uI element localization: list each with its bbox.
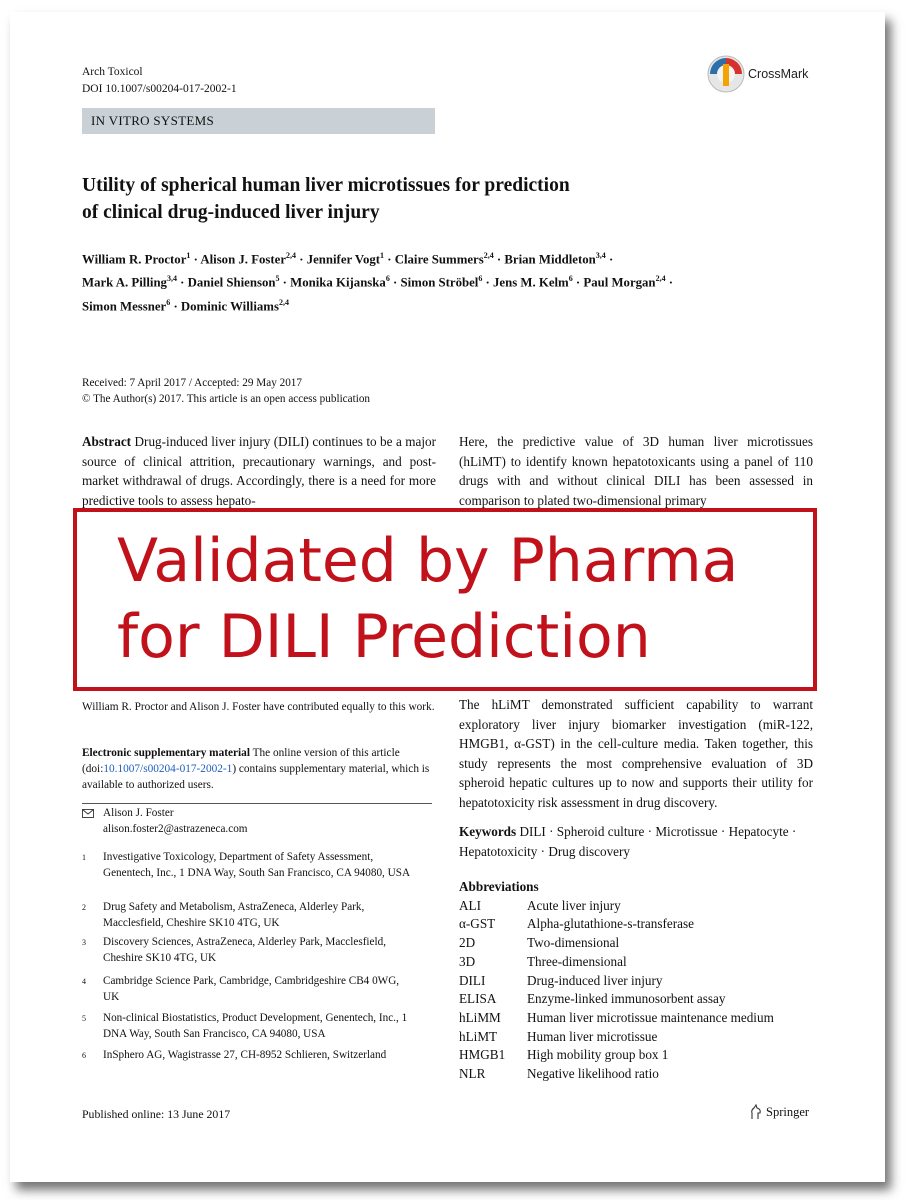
author-name[interactable]: Monika Kijanska — [290, 275, 386, 290]
affiliation-item — [82, 974, 412, 1005]
overlay-line-2: for DILI Prediction — [117, 602, 651, 672]
supplementary-label: Electronic supplementary material — [82, 747, 250, 759]
author-affiliation: 2,4 — [286, 251, 297, 260]
abstract-left-text: Drug-induced liver injury (DILI) continues to be a major source of clinical attrition, precautionary warnings, and post-market withdrawal of drugs. Accordingly, there is a need for more predictive tools to assess hepato- — [82, 434, 436, 508]
abbreviation-term: ALI — [459, 897, 481, 913]
abstract-left — [82, 432, 436, 510]
abbreviation-row — [459, 897, 774, 916]
abstract-right-top: Here, the predictive value of 3D human liver microtissues (hLiMT) to identify known hepatotoxicants using a panel of 110 drugs with and without clinical DILI has been assessed in comparison to plated two-dimensional primary — [459, 434, 813, 508]
abbreviation-row — [459, 1028, 774, 1047]
affiliation-number: 5 — [82, 1014, 86, 1023]
authors-line-1: William R. Proctor$^1$ · Alison J. Foster$^{2,4}$ · Jennifer Vogt$^1$ · Claire Summers$^{2,4}$ · Brian Middleton$^{3,4}$ · — [82, 251, 614, 267]
crossmark-badge[interactable] — [706, 54, 808, 94]
abbreviation-row — [459, 990, 774, 1009]
author-affiliation: 6 — [385, 274, 390, 284]
affiliation-text: Non-clinical Biostatistics, Product Development, Genentech, Inc., 1 DNA Way, South San Francisco, CA 94080, USA — [103, 1012, 408, 1040]
author-name[interactable]: Jens M. Kelm — [493, 275, 569, 290]
correspondence-name: Alison J. Foster — [103, 807, 174, 819]
author-affiliation: 3,4 — [595, 251, 606, 260]
published-online: Published online: 13 June 2017 — [82, 1107, 231, 1121]
author-affiliation: 2,4 — [483, 251, 494, 260]
abbreviation-definition: Drug-induced liver injury — [527, 972, 663, 988]
affiliation-text: Drug Safety and Metabolism, AstraZeneca, Alderley Park, Macclesfield, Cheshire SK10 4TG, UK — [103, 901, 365, 929]
author-affiliation: 2,4 — [655, 274, 666, 284]
supplementary-doi-link[interactable]: 10.1007/s00204-017-2002-1 — [103, 763, 233, 775]
affiliation-number: 4 — [82, 977, 86, 986]
author-affiliation: 6 — [568, 274, 573, 284]
springer-horse-icon — [749, 1104, 763, 1120]
abstract-right-bottom: The hLiMT demonstrated sufficient capability to warrant exploratory liver injury biomarker investigation (miR-122, HMGB1, α-GST) in the cell-culture media. Taken together, this study represents the most comprehensive evaluation of 3D spheroid hepatic cultures up to now and supports their utility for hepatotoxicity risk assessment in drug discovery. — [459, 697, 813, 810]
affiliation-item — [82, 900, 412, 931]
abbreviation-row — [459, 915, 774, 934]
author-name[interactable]: Brian Middleton — [504, 252, 596, 267]
author-affiliation: 3,4 — [166, 274, 177, 284]
keywords — [459, 822, 813, 861]
abbreviation-term: hLiMM — [459, 1009, 501, 1025]
abbreviation-row — [459, 1046, 774, 1065]
author-name[interactable]: Alison J. Foster — [200, 252, 287, 267]
journal-info — [82, 64, 237, 98]
author-name[interactable]: Claire Summers — [394, 252, 484, 267]
author-name[interactable]: Jennifer Vogt — [306, 252, 381, 267]
abbreviation-term: NLR — [459, 1066, 486, 1082]
highlight-overlay-box — [73, 508, 817, 691]
abbreviation-definition: Enzyme-linked immunosorbent assay — [527, 991, 726, 1007]
affiliation-number: 1 — [82, 853, 86, 862]
springer-logo — [749, 1104, 809, 1120]
author-name[interactable]: Dominic Williams — [180, 298, 279, 313]
abbreviation-definition: Three-dimensional — [527, 953, 627, 969]
abbreviation-definition: Alpha-glutathione-s-transferase — [527, 916, 694, 932]
author-name[interactable]: Paul Morgan — [583, 275, 656, 290]
author-affiliation: 1 — [380, 251, 385, 260]
affiliation-item — [82, 935, 412, 966]
keywords-label: Keywords — [459, 824, 517, 839]
affiliation-text: Discovery Sciences, AstraZeneca, Alderley Park, Macclesfield, Cheshire SK10 4TG, UK — [103, 936, 386, 964]
publisher-name: Springer — [766, 1104, 810, 1119]
affiliation-text: Cambridge Science Park, Cambridge, Cambridgeshire CB4 0WG, UK — [103, 975, 400, 1003]
title-line-2: of clinical drug-induced liver injury — [82, 202, 380, 223]
abbreviation-term: ELISA — [459, 991, 497, 1007]
abbreviations-heading: Abbreviations — [459, 879, 539, 894]
abbreviation-definition: Two-dimensional — [527, 935, 620, 951]
title-line-1: Utility of spherical human liver microtissues for prediction — [82, 175, 570, 196]
affiliation-item — [82, 850, 412, 881]
abbreviation-term: α-GST — [459, 916, 496, 932]
author-affiliation: 5 — [275, 274, 280, 284]
journal-name: Arch Toxicol — [82, 66, 143, 78]
received-accepted: Received: 7 April 2017 / Accepted: 29 May 2017 — [82, 377, 302, 389]
affiliation-number: 6 — [82, 1051, 86, 1060]
article-title — [82, 172, 782, 226]
author-affiliation: 6 — [478, 274, 483, 284]
equal-contribution-note: William R. Proctor and Alison J. Foster have contributed equally to this work. — [82, 701, 435, 713]
envelope-icon — [82, 809, 94, 818]
abbreviation-term: 2D — [459, 935, 476, 951]
supplementary-note — [82, 745, 436, 793]
journal-doi: DOI 10.1007/s00204-017-2002-1 — [82, 83, 237, 95]
crossmark-label: CrossMark — [748, 67, 809, 81]
authors-line-2: Mark A. Pilling$^{3,4}$ · Daniel Shienson$^5$ · Monika Kijanska$^6$ · Simon Ströbel$^6$ · Jens M. Kelm$^6$ · Paul Morgan$^{2,4}$ · — [82, 274, 674, 290]
author-name[interactable]: William R. Proctor — [82, 252, 187, 267]
abbreviation-row — [459, 1065, 774, 1084]
affiliation-number: 2 — [82, 903, 86, 912]
abbreviation-row — [459, 972, 774, 991]
abbreviation-definition: Acute liver injury — [527, 897, 621, 913]
copyright: © The Author(s) 2017. This article is an open access publication — [82, 393, 371, 405]
keywords-text: DILI · Spheroid culture · Microtissue · Hepatocyte · Hepatotoxicity · Drug discovery — [459, 824, 797, 859]
abbreviation-definition: High mobility group box 1 — [527, 1047, 669, 1063]
overlay-line-1: Validated by Pharma — [117, 526, 739, 596]
authors-line-3: Simon Messner$^6$ · Dominic Williams$^{2,4}$ — [82, 297, 289, 313]
section-tag: IN VITRO SYSTEMS — [82, 108, 435, 134]
article-history — [82, 375, 370, 407]
author-name[interactable]: Daniel Shienson — [187, 275, 276, 290]
supplementary-text-end: ) contains supplementary material, which is available to authorized users. — [82, 763, 430, 791]
author-name[interactable]: Mark A. Pilling — [82, 275, 167, 290]
abbreviations-table — [459, 897, 774, 1084]
abbreviation-definition: Human liver microtissue maintenance medium — [527, 1009, 774, 1025]
affiliation-number: 3 — [82, 938, 86, 947]
abbreviation-row — [459, 1009, 774, 1028]
abstract-label: Abstract — [82, 434, 132, 449]
supplementary-text: The online version of this article (doi: — [82, 747, 400, 775]
author-affiliation: 6 — [166, 297, 171, 307]
crossmark-logo-icon — [706, 54, 746, 94]
abbreviation-row — [459, 934, 774, 953]
abbreviation-term: DILI — [459, 972, 486, 988]
affiliation-text: InSphero AG, Wagistrasse 27, CH-8952 Schlieren, Switzerland — [103, 1049, 387, 1061]
abbreviation-term: HMGB1 — [459, 1047, 506, 1063]
footnote-divider — [82, 803, 432, 804]
author-name[interactable]: Simon Ströbel — [400, 275, 479, 290]
affiliation-item — [82, 1048, 412, 1064]
affiliation-item — [82, 1011, 412, 1042]
abbreviation-definition: Negative likelihood ratio — [527, 1066, 659, 1082]
author-name[interactable]: Simon Messner — [82, 298, 167, 313]
abbreviation-term: hLiMT — [459, 1028, 498, 1044]
abbreviation-row — [459, 953, 774, 972]
author-affiliation: 2,4 — [278, 297, 289, 307]
abbreviation-term: 3D — [459, 953, 476, 969]
abbreviations — [459, 878, 774, 1084]
author-affiliation: 1 — [186, 251, 191, 260]
affiliation-text: Investigative Toxicology, Department of Safety Assessment, Genentech, Inc., 1 DNA Way, South San Francisco, CA 94080, USA — [103, 851, 411, 879]
correspondence-email[interactable]: alison.foster2@astrazeneca.com — [103, 822, 248, 835]
correspondence — [82, 806, 412, 837]
author-list — [82, 246, 802, 316]
abbreviation-definition: Human liver microtissue — [527, 1028, 658, 1044]
